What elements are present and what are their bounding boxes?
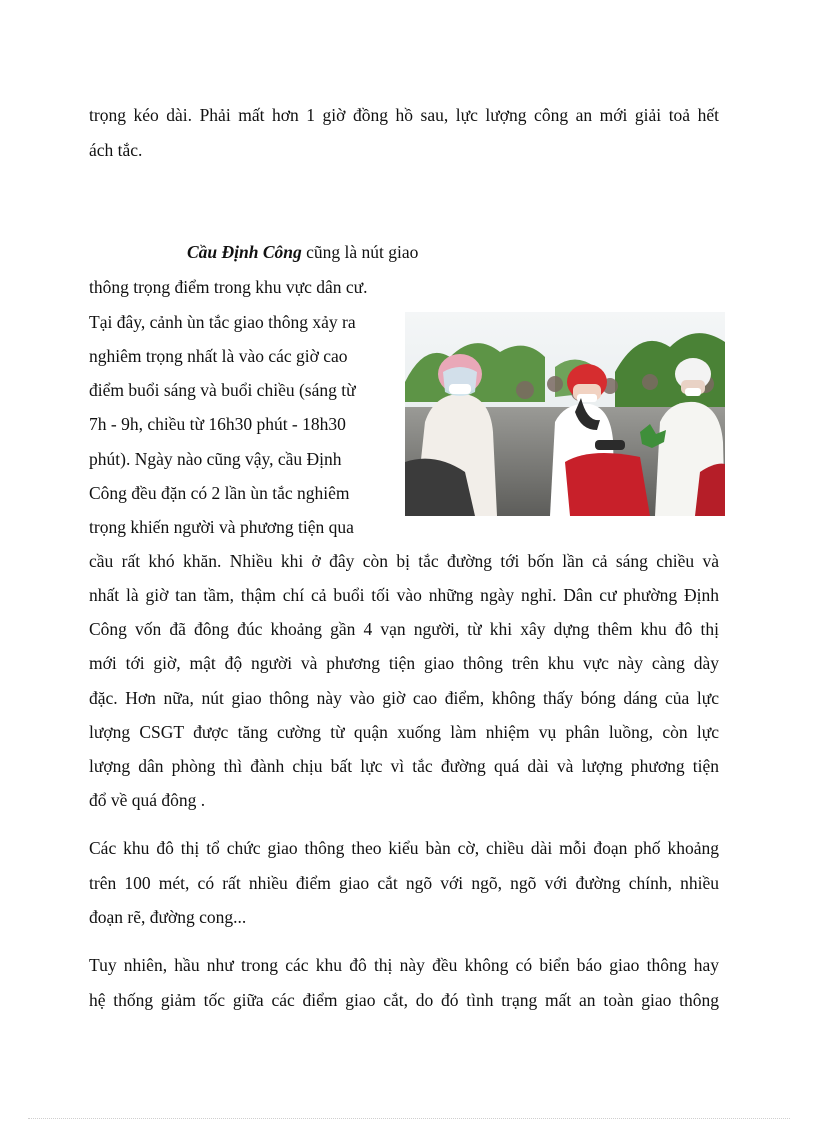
paragraph-2-line: Công vốn đã đông đúc khoảng gần 4 vạn người, từ khi xây dựng thêm khu đô thị [89,619,719,639]
paragraph-2-line: lượng dân phòng thì đành chịu bất lực vì tắc đường quá dài và lượng phương tiện [89,756,719,776]
paragraph-2-line: mới tới giờ, mật độ người và phương tiện giao thông trên khu vực này càng dày [89,653,719,673]
paragraph-3-line: trên 100 mét, có rất nhiều điểm giao cắt ngõ với ngõ, ngõ với đường chính, nhiều [89,873,719,893]
page-bottom-divider [28,1118,790,1119]
paragraph-2-narrow-line: Công đều đặn có 2 lần ùn tắc nghiêm [89,483,350,503]
paragraph-2-line: đổ về quá đông . [89,790,206,810]
paragraph-2-narrow-line: trọng khiến người và phương tiện qua [89,517,354,537]
paragraph-2-lead-rest: cũng là nút giao [301,242,419,262]
paragraph-4-line: hệ thống giảm tốc giữa các điểm giao cắt, do đó tình trạng mất an toàn giao thông [89,990,719,1010]
paragraph-2-narrow-line: phút). Ngày nào cũng vậy, cầu Định [89,449,342,469]
paragraph-2-narrow-line: thông trọng điểm trong khu vực dân cư. [89,277,368,297]
paragraph-3-line: Các khu đô thị tổ chức giao thông theo kiểu bàn cờ, chiều dài mỗi đoạn phố khoảng [89,838,719,858]
paragraph-2-narrow-line: Tại đây, cảnh ùn tắc giao thông xảy ra [89,312,356,332]
paragraph-2-lead [187,240,418,264]
paragraph-2-line: cầu rất khó khăn. Nhiều khi ở đây còn bị tắc đường tới bốn lần cả sáng chiều và [89,551,719,571]
paragraph-2-line: lượng CSGT được tăng cường từ quận xuống làm nhiệm vụ phân luồng, còn lực [89,722,719,742]
paragraph-2-narrow-line: 7h - 9h, chiều từ 16h30 phút - 18h30 [89,414,346,434]
traffic-photo [405,312,725,516]
dinh-cong-bridge-title: Cầu Định Công [187,242,302,262]
paragraph-1-line-1: trọng kéo dài. Phải mất hơn 1 giờ đồng hồ sau, lực lượng công an mới giải toả hết [89,105,719,125]
paragraph-1-line-2: ách tắc. [89,140,143,160]
paragraph-2-line: nhất là giờ tan tầm, thậm chí cả buổi tối vào những ngày nghỉ. Dân cư phường Định [89,585,719,605]
paragraph-2-narrow-line: điểm buổi sáng và buổi chiều (sáng từ [89,380,356,400]
paragraph-2-narrow-line: nghiêm trọng nhất là vào các giờ cao [89,346,348,366]
paragraph-3-line: đoạn rẽ, đường cong... [89,907,247,927]
paragraph-4-line: Tuy nhiên, hầu như trong các khu đô thị này đều không có biển báo giao thông hay [89,955,719,975]
paragraph-2-line: đặc. Hơn nữa, nút giao thông này vào giờ cao điểm, không thấy bóng dáng của lực [89,688,719,708]
